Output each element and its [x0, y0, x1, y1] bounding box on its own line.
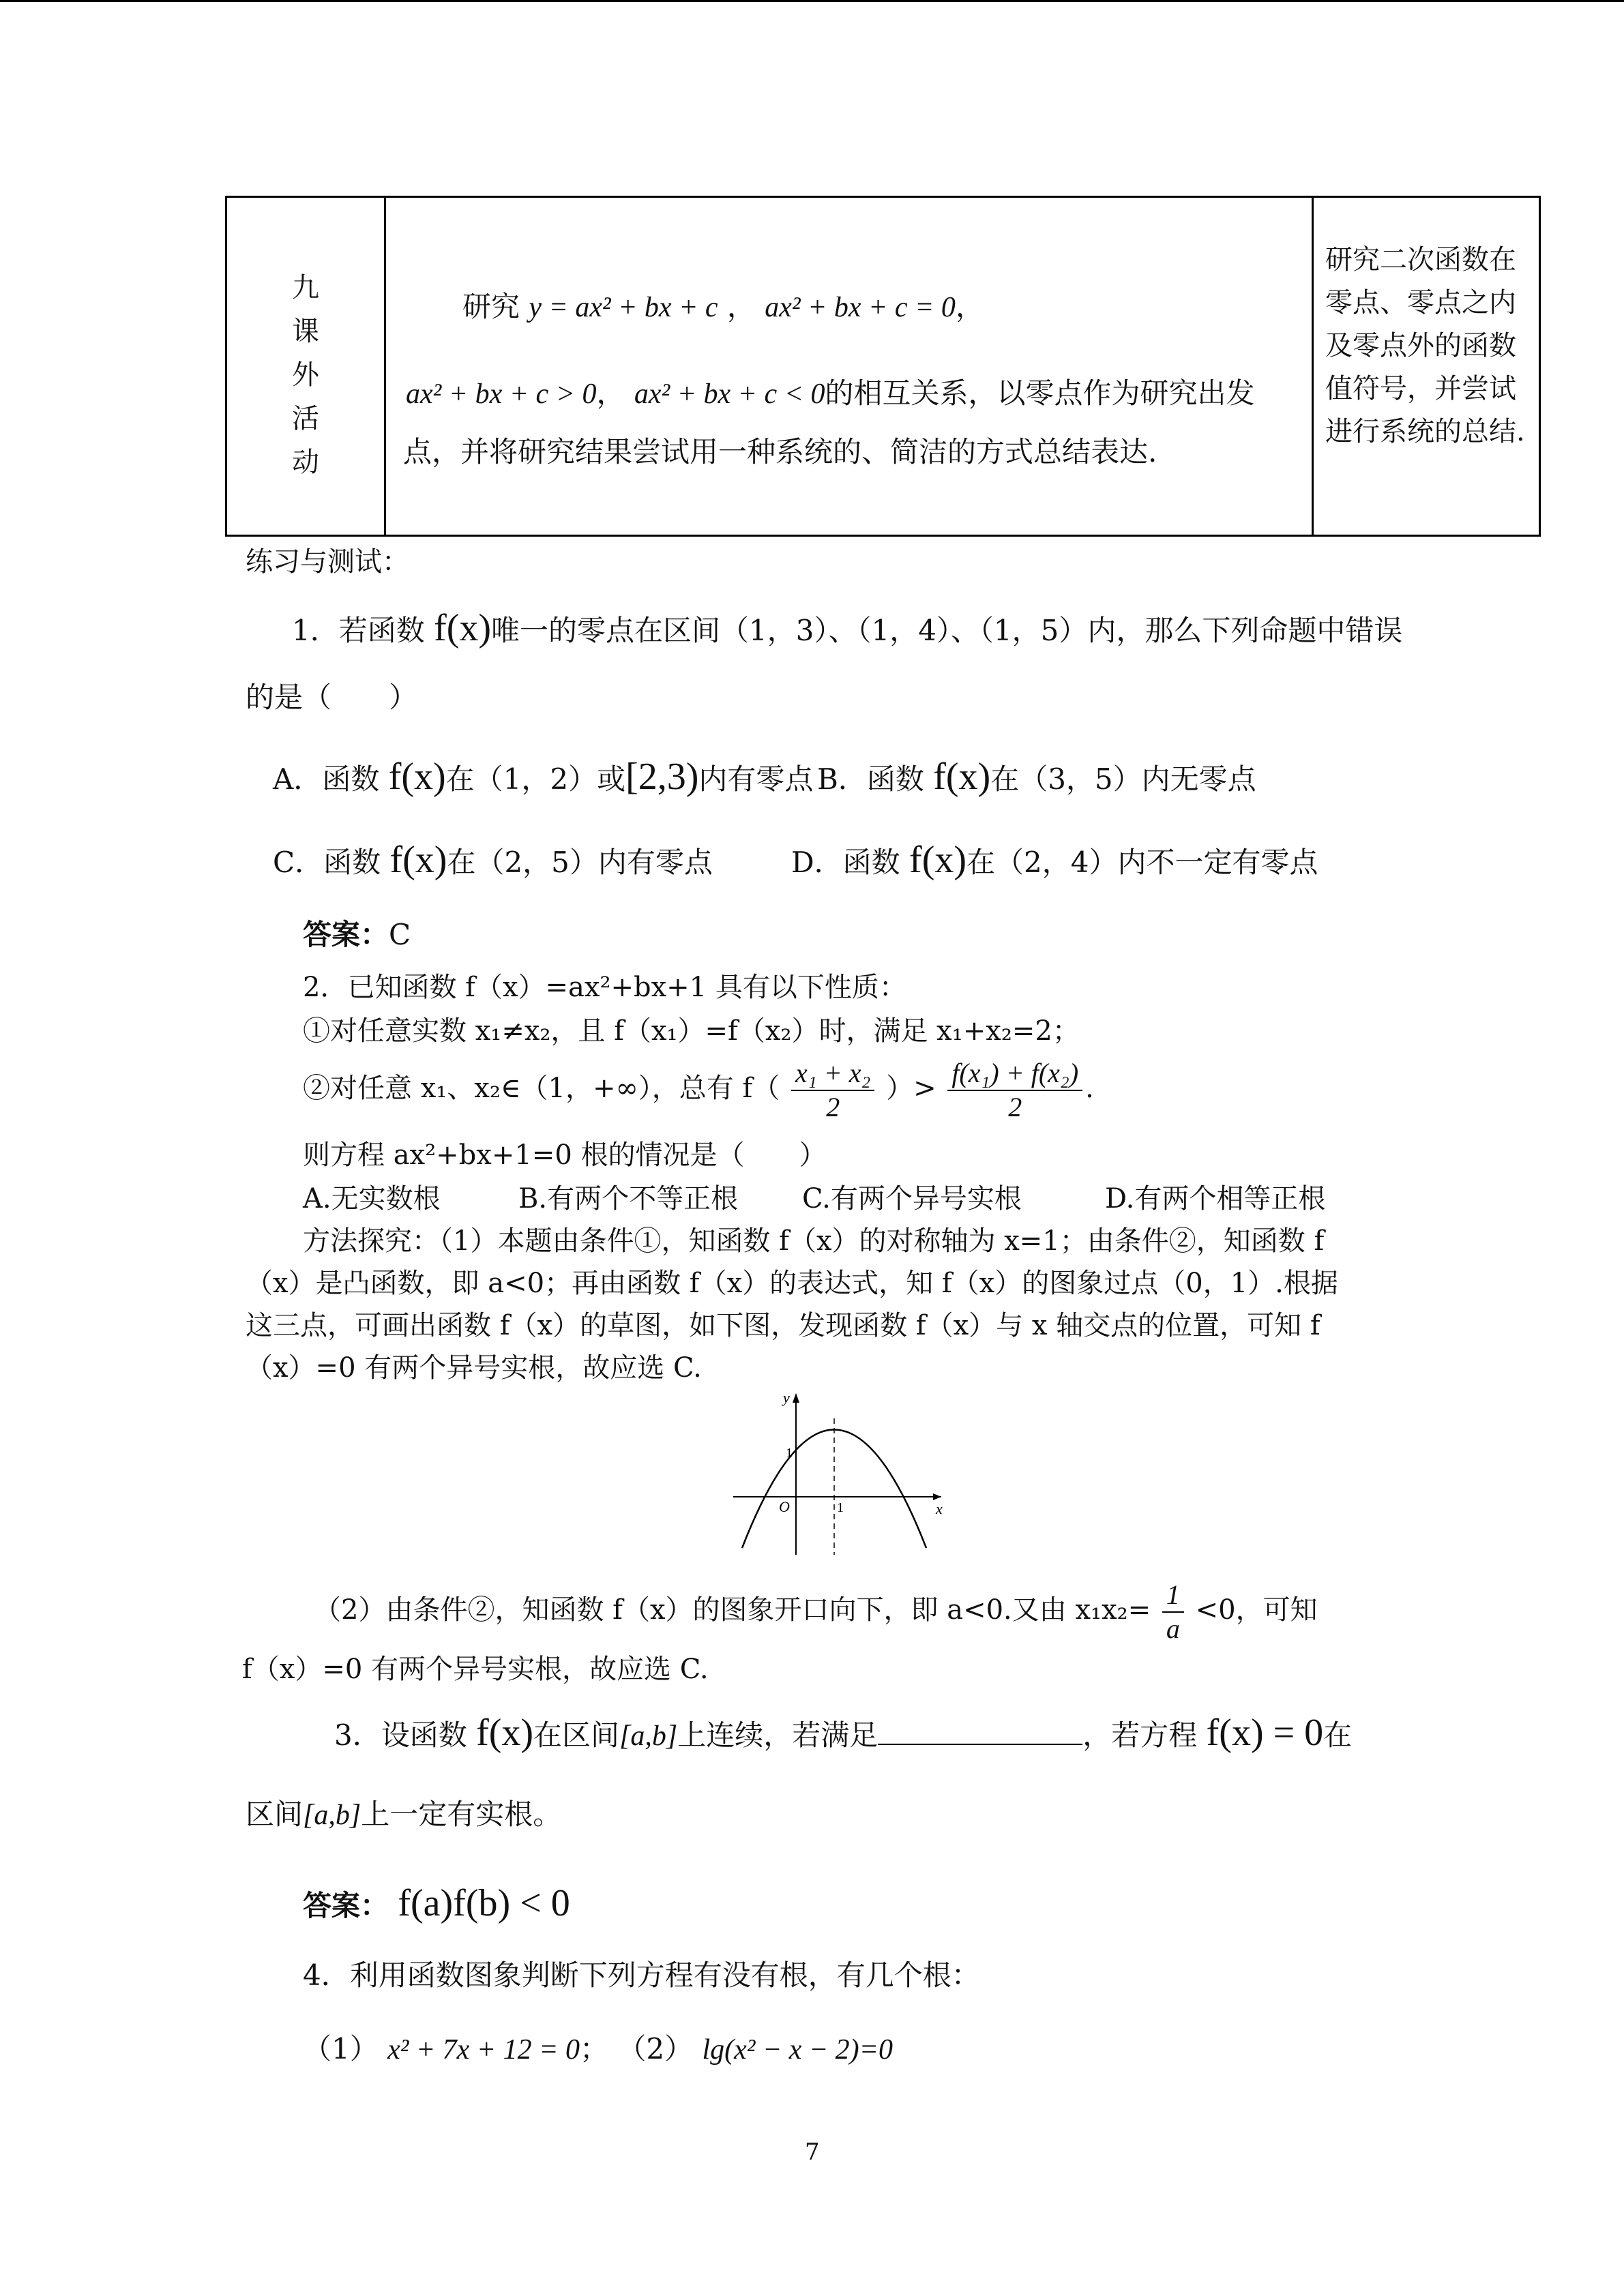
q2-option-a: A.无实数根: [303, 1183, 441, 1214]
q2-cond2-c: .: [1085, 1073, 1094, 1104]
graph-x-arrow: [933, 1493, 941, 1500]
q1-answer-label: 答案：: [303, 918, 389, 951]
q1-option-a-label: A．函数: [273, 762, 380, 796]
q2-part2-a: （2）由条件②，知函数 f（x）的图象开口向下，即 a<0.又由 x₁x₂=: [314, 1594, 1151, 1626]
q4-part1-label: （1）: [303, 2032, 379, 2066]
q1-option-d: [791, 837, 1318, 883]
content-sep-3: ，: [596, 376, 625, 410]
page-number: 7: [805, 2138, 820, 2166]
graph-tick-y-one: 1: [786, 1446, 793, 1461]
q4-part1-equation: x² + 7x + 12 = 0: [387, 2034, 580, 2066]
q1-option-b-fx: f(x): [933, 756, 991, 798]
q2-condition-2: [303, 1057, 1094, 1124]
top-border-line: [0, 0, 1624, 2]
q2-option-c: C.有两个异号实根: [802, 1183, 1022, 1214]
eq-greater-zero: ax² + bx + c > 0: [406, 378, 597, 410]
q4-part2-label: （2）: [617, 2032, 694, 2066]
q1-option-a-interval: [2,3): [625, 756, 699, 798]
eq-equals-zero: ax² + bx + c = 0: [765, 292, 956, 323]
q1-option-b-text: 在（3，5）内无零点: [990, 762, 1256, 796]
q3-answer-blank[interactable]: [878, 1720, 1082, 1745]
q2-method-line4: （x）=0 有两个异号实根，故应选 C.: [246, 1352, 702, 1384]
q1-answer: [303, 918, 411, 952]
graph-x-label: x: [936, 1500, 943, 1517]
q1-option-a: [273, 754, 813, 800]
q4-equations: [303, 2032, 893, 2067]
q1-option-b-label: B．函数: [817, 762, 924, 796]
q3-answer: [303, 1881, 570, 1926]
q1-option-a-fx: f(x): [388, 756, 446, 798]
q2-cond2-a: ②对任意 x₁、x₂∈（1，+∞），总有 f（: [303, 1073, 780, 1104]
q2-part2-fraction: [1162, 1579, 1184, 1645]
q2-fraction-1-num: x₁ + x₂: [791, 1057, 874, 1091]
q1-stem-a: 1．若函数: [292, 614, 425, 647]
graph-y-label: y: [783, 1389, 790, 1406]
q1-stem-line2: 的是（ ）: [246, 681, 418, 714]
eq-less-zero: ax² + bx + c < 0: [634, 378, 825, 410]
q2-part2-b: <0，可知: [1195, 1594, 1318, 1626]
q1-option-a-tail: 内有零点: [698, 762, 814, 796]
q1-option-c-fx: f(x): [389, 839, 447, 881]
q3-stem-e: 在: [1323, 1718, 1353, 1752]
q1-option-d-label: D．函数: [791, 846, 900, 879]
q1-fx: f(x): [434, 607, 492, 649]
q3-stem-a: 3．设函数: [334, 1718, 467, 1752]
q1-option-b: [817, 754, 1256, 800]
table-side-title: 九课外活动: [292, 272, 319, 478]
q2-part2-den: a: [1166, 1613, 1180, 1644]
q3-fx: f(x): [476, 1712, 534, 1754]
graph-tick-x-one: 1: [837, 1500, 844, 1515]
table-content-line3: 点，并将研究结果尝试用一种系统的、简洁的方式总结表达.: [403, 435, 1157, 468]
q2-fraction-2-num: f(x₁) + f(x₂): [947, 1057, 1082, 1091]
q1-option-a-text: 在（1，2）或: [445, 762, 626, 796]
q3-answer-value: f(a)f(b) < 0: [398, 1882, 570, 1924]
table-divider-right: [1312, 198, 1314, 535]
q2-option-d: D.有两个相等正根: [1105, 1183, 1326, 1214]
q3-line2: [246, 1798, 561, 1832]
q3-interval: [a,b]: [619, 1720, 678, 1752]
q2-fraction-2: [947, 1057, 1082, 1124]
graph-y-arrow: [793, 1393, 799, 1403]
q3-stem: [334, 1710, 1352, 1756]
table-content-line2: [406, 376, 1254, 411]
q4-stem: 4．利用函数图象判断下列方程有没有根，有几个根：: [303, 1958, 980, 1992]
q2-fraction-2-den: 2: [1008, 1092, 1022, 1122]
q2-part2-num: 1: [1162, 1579, 1184, 1613]
q3-stem-b: 在区间: [533, 1718, 620, 1752]
q2-stem: 2．已知函数 f（x）=ax²+bx+1 具有以下性质：: [303, 972, 906, 1003]
q1-option-c-label: C．函数: [273, 846, 381, 879]
q3-answer-label: 答案：: [303, 1889, 389, 1922]
table-divider-left: [384, 198, 386, 535]
activity-table: [225, 196, 1541, 537]
q1-stem: [292, 606, 1402, 651]
content-after: 的相互关系，以零点作为研究出发: [825, 376, 1255, 410]
q1-option-d-text: 在（2，4）内不一定有零点: [966, 846, 1318, 879]
q2-method-line2: （x）是凸函数，即 a<0；再由函数 f（x）的表达式，知 f（x）的图象过点（0，1）.根据: [246, 1268, 1338, 1299]
table-content-line1: [462, 290, 984, 325]
content-sep: ，: [726, 290, 756, 323]
q1-option-d-fx: f(x): [909, 839, 966, 881]
q3-equation: f(x) = 0: [1206, 1712, 1324, 1754]
q2-ask: 则方程 ax²+bx+1=0 根的情况是（ ）: [303, 1139, 827, 1171]
q2-method-line1: 方法探究：（1）本题由条件①，知函数 f（x）的对称轴为 x=1；由条件②，知函数 f: [303, 1225, 1325, 1257]
graph-origin-label: O: [779, 1498, 790, 1515]
content-sep-2: ，: [955, 290, 984, 323]
q4-part-sep: ；: [580, 2032, 609, 2066]
q2-fraction-1: [791, 1057, 874, 1124]
q3-line2-b: 上一定有实根。: [361, 1798, 562, 1831]
section-title: 练习与测试：: [246, 546, 409, 578]
q1-stem-b: 唯一的零点在区间（1，3）、（1，4）、（1，5）内，那么下列命题中错误: [491, 614, 1403, 647]
q2-part2-line2: f（x）=0 有两个异号实根，故应选 C.: [242, 1654, 709, 1685]
q2-method-line3: 这三点，可画出函数 f（x）的草图，如下图，发现函数 f（x）与 x 轴交点的位置，可知 f: [246, 1310, 1320, 1341]
q3-stem-c: 上连续，若满足: [677, 1718, 879, 1752]
q1-option-c: [273, 837, 713, 883]
q1-answer-value: C: [389, 918, 411, 951]
q4-part2-equation: lg(x² − x − 2)=0: [702, 2034, 894, 2066]
q3-line2-interval: [a,b]: [303, 1800, 361, 1831]
q2-fraction-1-den: 2: [826, 1092, 840, 1122]
table-side-note: 研究二次函数在零点、零点之内及零点外的函数值符号，并尝试进行系统的总结.: [1325, 244, 1525, 447]
q2-condition-1: ①对任意实数 x₁≠x₂，且 f（x₁）=f（x₂）时，满足 x₁+x₂=2；: [303, 1015, 1080, 1047]
eq-y-quadratic: y = ax² + bx + c: [529, 292, 718, 323]
q2-cond2-b: ）>: [886, 1073, 936, 1104]
parabola-graph: [723, 1388, 955, 1558]
q3-line2-a: 区间: [246, 1798, 304, 1831]
q1-option-c-text: 在（2，5）内有零点: [447, 846, 713, 879]
q2-part2-line1: [314, 1579, 1318, 1645]
q3-stem-d: ，若方程: [1082, 1718, 1198, 1752]
q2-option-b: B.有两个不等正根: [518, 1183, 739, 1214]
content-lead: 研究: [462, 290, 520, 323]
